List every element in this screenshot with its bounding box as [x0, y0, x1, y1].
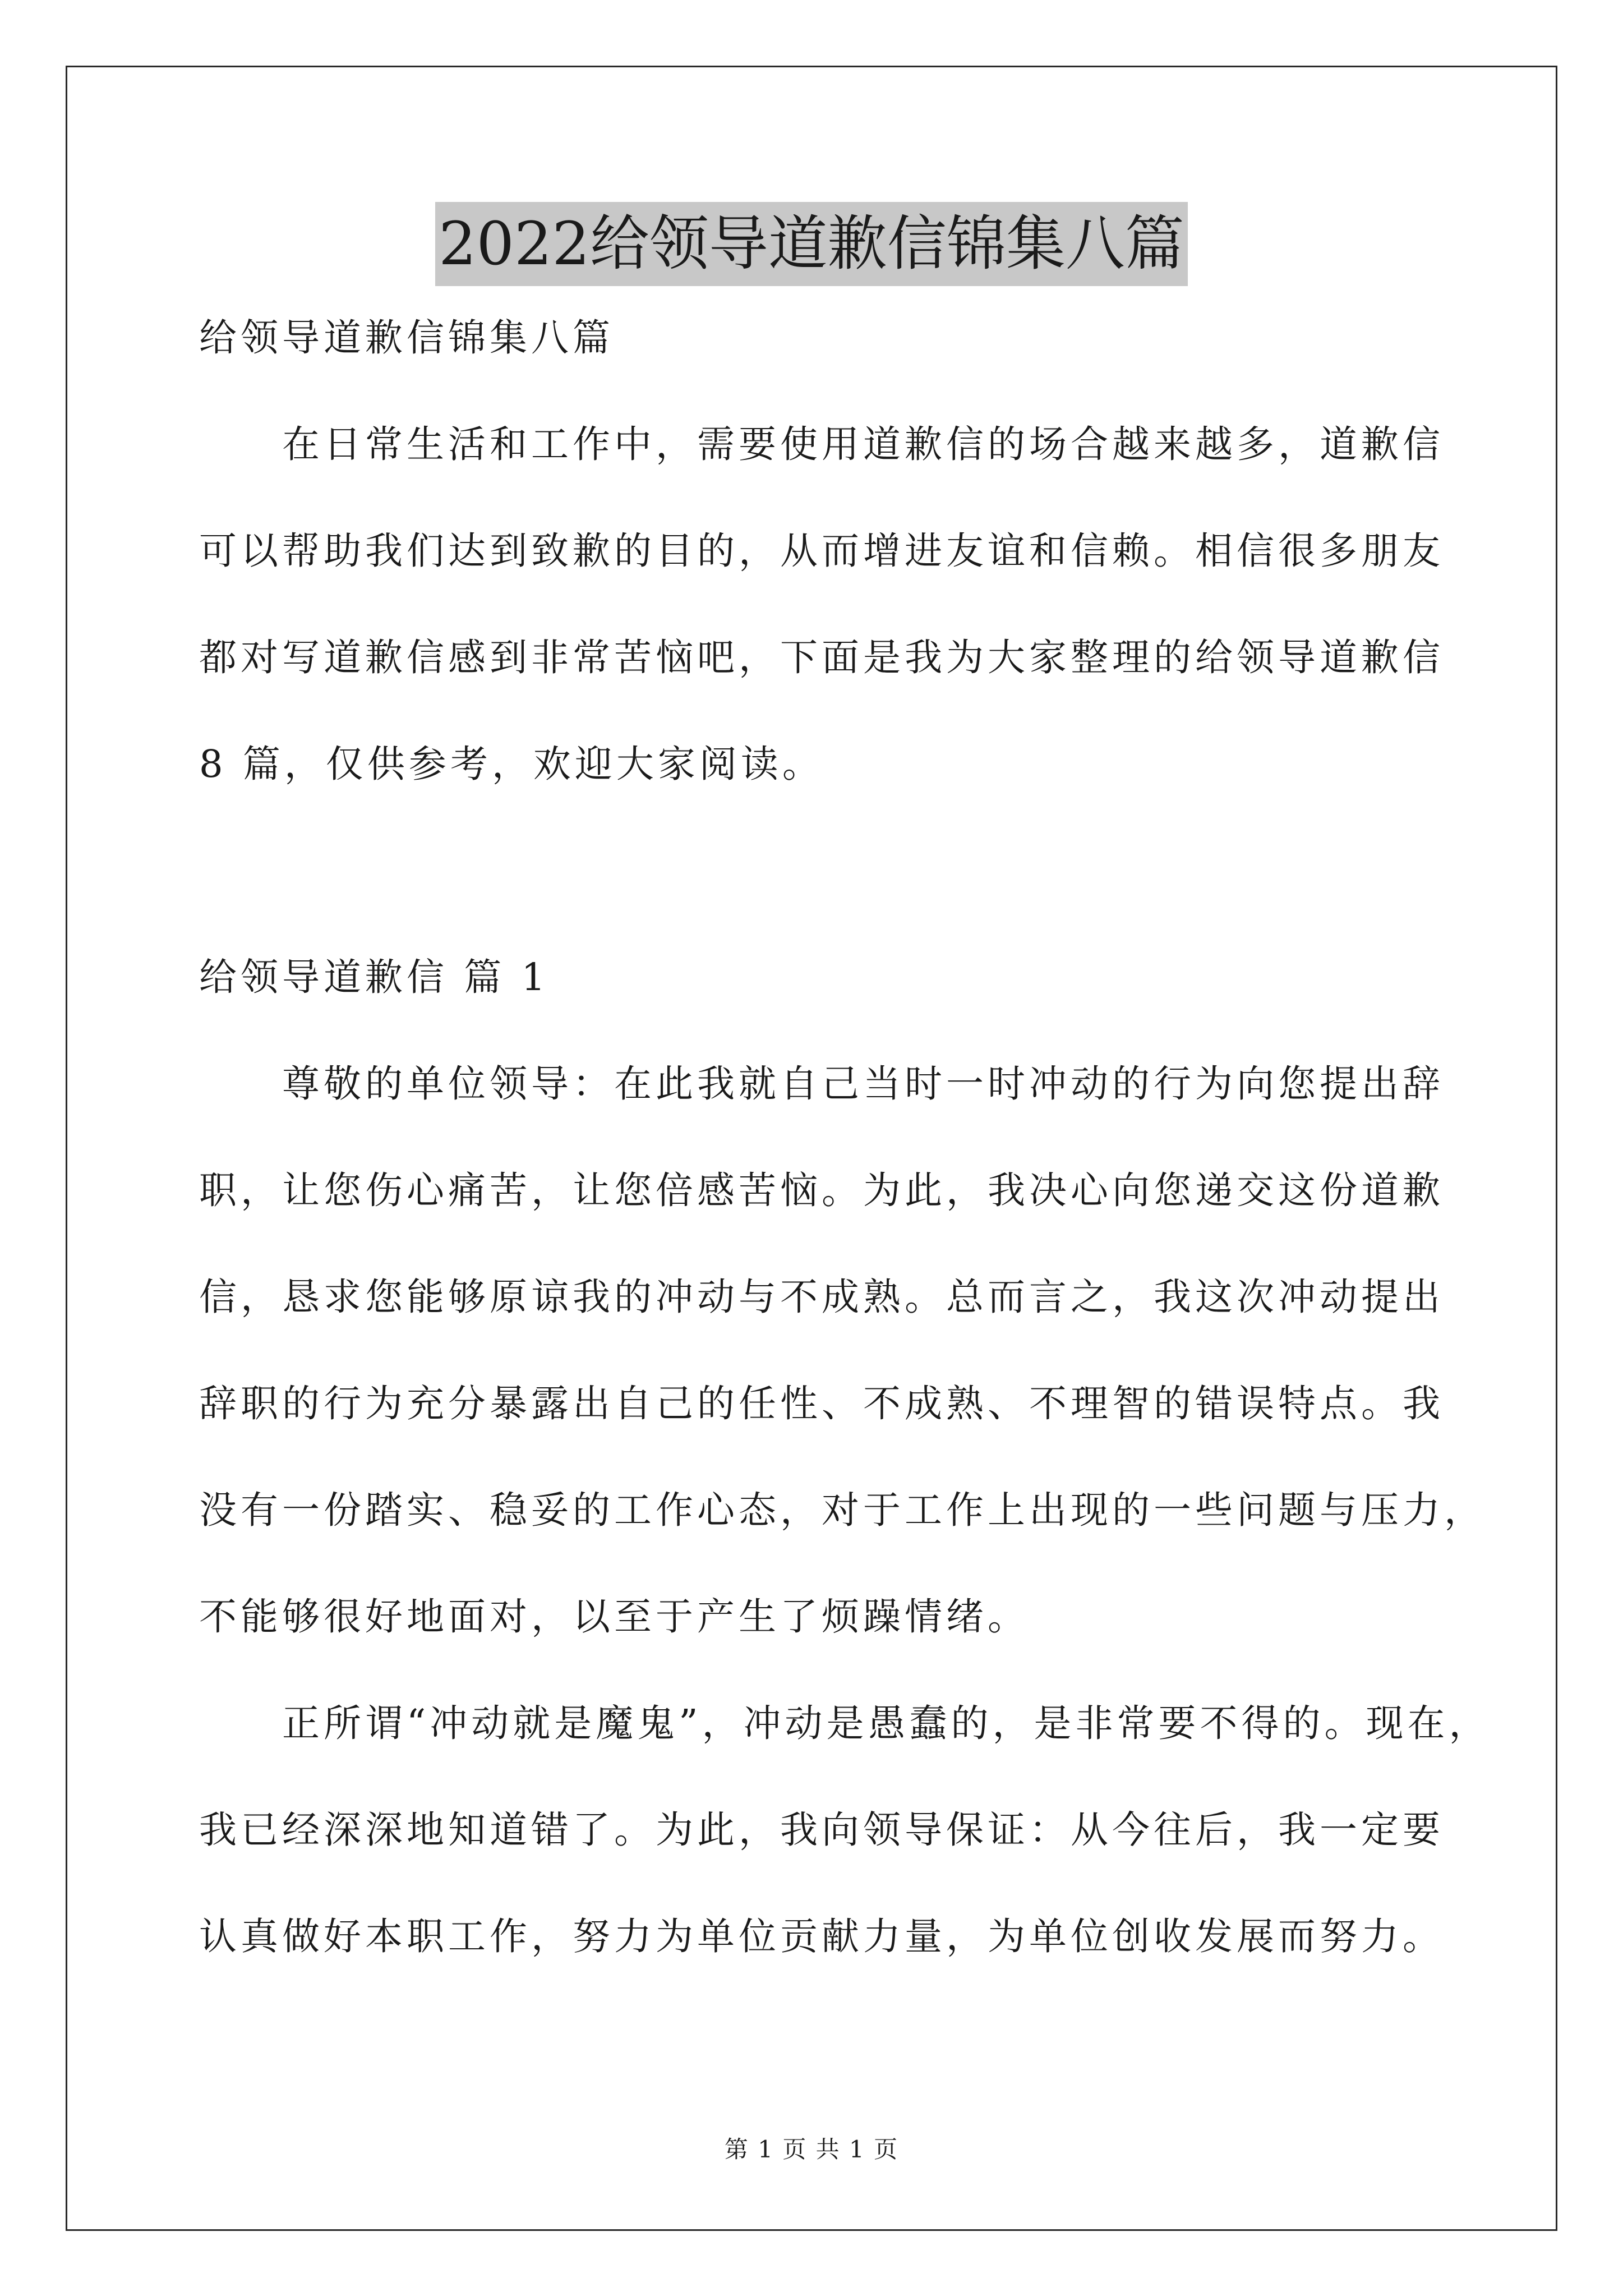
section-heading: 给领导道歉信 篇 1: [199, 955, 550, 999]
intro-line: 8 篇，仅供参考，欢迎大家阅读。: [199, 742, 824, 786]
intro-line: 可以帮助我们达到致歉的目的，从而增进友谊和信赖。相信很多朋友: [199, 529, 1444, 573]
intro-paragraph: [199, 421, 1444, 788]
page-number-footer: 第 1 页 共 1 页: [724, 2136, 899, 2163]
body-line: 信，恳求您能够原谅我的冲动与不成熟。总而言之，我这次冲动提出: [199, 1275, 1444, 1319]
document-title: 2022给领导道歉信锦集八篇: [435, 202, 1188, 286]
body-line: 辞职的行为充分暴露出自己的任性、不成熟、不理智的错误特点。我: [199, 1382, 1444, 1425]
body-line: 没有一份踏实、稳妥的工作心态，对于工作上出现的一些问题与压力，: [199, 1488, 1486, 1532]
body-line: 职，让您伤心痛苦，让您倍感苦恼。为此，我决心向您递交这份道歉: [199, 1168, 1444, 1212]
body-paragraph-2: [199, 1700, 1491, 1961]
body-line: 尊敬的单位领导：在此我就自己当时一时冲动的行为向您提出辞: [282, 1062, 1444, 1106]
intro-line: 都对写道歉信感到非常苦恼吧，下面是我为大家整理的给领导道歉信: [199, 636, 1444, 679]
document-subtitle: 给领导道歉信锦集八篇: [199, 316, 614, 360]
body-paragraph-1: [199, 1060, 1486, 1641]
title-container: [0, 202, 1623, 286]
document-body: [199, 314, 1491, 2019]
body-line: 我已经深深地知道错了。为此，我向领导保证：从今往后，我一定要: [199, 1808, 1444, 1852]
intro-line: 在日常生活和工作中，需要使用道歉信的场合越来越多，道歉信: [282, 422, 1444, 466]
body-line: 不能够很好地面对，以至于产生了烦躁情绪。: [199, 1595, 1029, 1639]
body-line: 认真做好本职工作，努力为单位贡献力量，为单位创收发展而努力。: [199, 1915, 1444, 1958]
body-line: 正所谓“冲动就是魔鬼”，冲动是愚蠢的，是非常要不得的。现在，: [282, 1701, 1491, 1745]
